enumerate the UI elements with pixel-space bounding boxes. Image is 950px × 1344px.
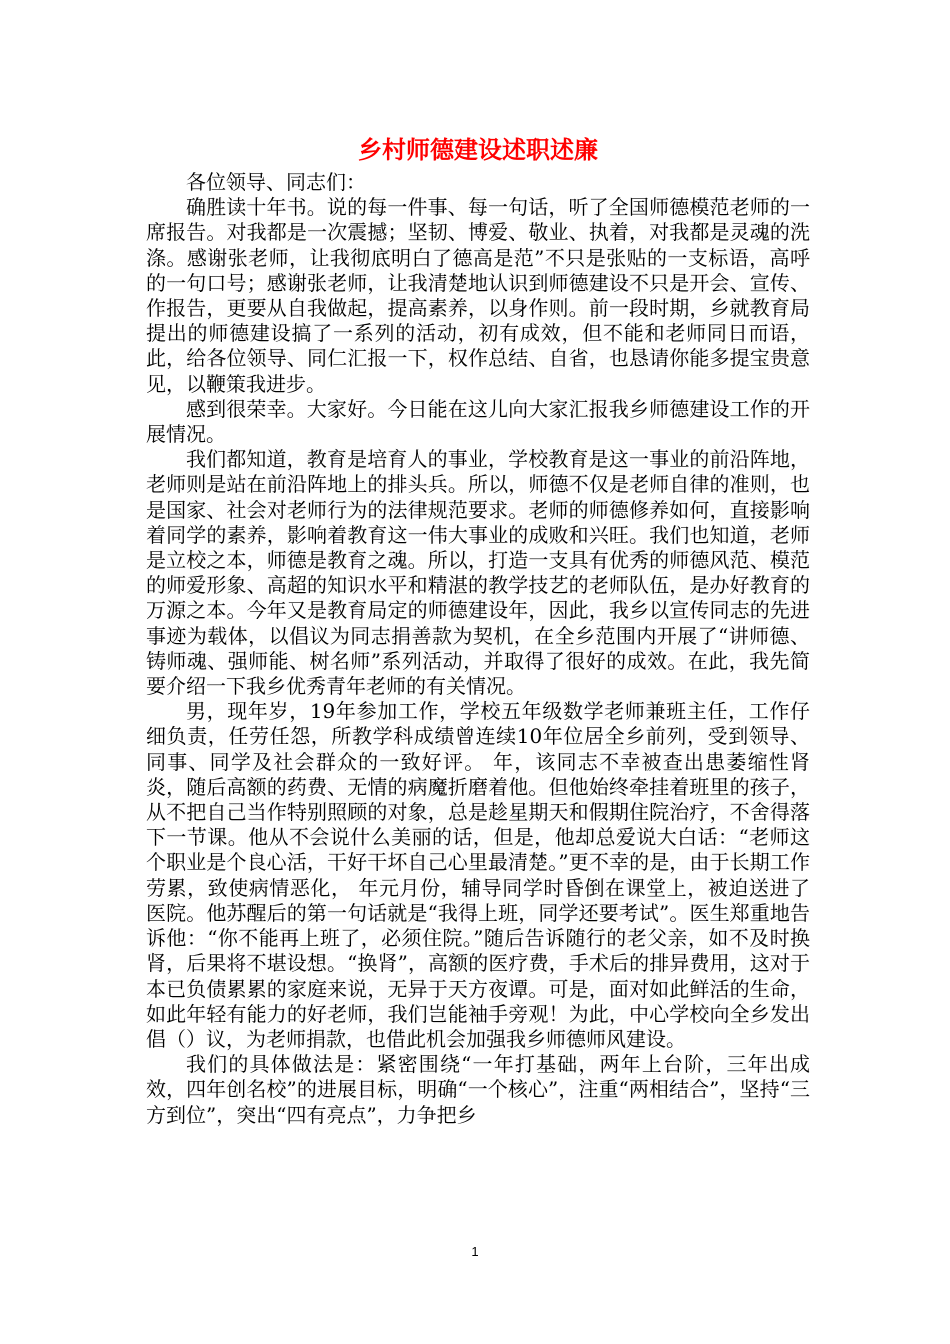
document-title: 乡村师德建设述职述廉 [358,135,598,164]
paragraph-greeting: 各位领导、同志们： [186,170,366,194]
paragraph: 确胜读十年书。说的每一件事、每一句话，听了全国师德模范老师的一席报告。对我都是一次震撼；坚韧、博爱、敬业、执着，对我都是灵魂的洗涤。感谢张老师，让我彻底明白了德高是范”不只是张贴的一支标语，高呼的一句口号；感谢张老师，让我清楚地认识到师德建设不只是开会、宣传、作报告，更要从自我做起，提高素养，以身作则。前一段时期，乡就教育局提出的师德建设搞了一系列的活动，初有成效，但不能和老师同日而语，此，给各位领导、同仁汇报一下，权作总结、自省，也恳请你能多提宝贵意见，以鞭策我进步。 [146,195,810,396]
paragraph: 我们都知道，教育是培育人的事业，学校教育是这一事业的前沿阵地，老师则是站在前沿阵地上的排头兵。所以，师德不仅是老师自律的准则，也是国家、社会对老师行为的法律规范要求。老师的师德修养如何，直接影响着同学的素养，影响着教育这一伟大事业的成败和兴旺。我们也知道，老师是立校之本，师德是教育之魂。所以，打造一支具有优秀的师德风范、模范的师爱形象、高超的知识水平和精湛的教学技艺的老师队伍，是办好教育的万源之本。今年又是教育局定的师德建设年，因此，我乡以宣传同志的先进事迹为载体，以倡议为同志捐善款为契机，在全乡范围内开展了“讲师德、铸师魂、强师能、树名师”系列活动，并取得了很好的成效。在此，我先简要介绍一下我乡优秀青年老师的有关情况。 [146,447,810,699]
paragraph: 我们的具体做法是：紧密围绕“一年打基础，两年上台阶，三年出成效，四年创名校”的进展目标，明确“一个核心”，注重“两相结合”，坚持“三方到位”，突出“四有亮点”，力争把乡 [146,1052,810,1127]
page-number: 1 [471,1244,479,1259]
paragraph: 感到很荣幸。大家好。今日能在这儿向大家汇报我乡师德建设工作的开展情况。 [146,396,810,447]
document-body [146,130,810,1128]
paragraph: 男，现年岁，19年参加工作，学校五年级数学老师兼班主任，工作仔细负责，任劳任怨，所教学科成绩曾连续10年位居全乡前列，受到领导、同事、同学及社会群众的一致好评。 年，该同志不幸被查出患萎缩性肾炎，随后高额的药费、无情的病魔折磨着他。但他始终牵挂着班里的孩子，从不把自己当作特别照顾的对象，总是趁星期天和假期住院治疗，不舍得落下一节课。他从不会说什么美丽的话，但是，他却总爱说大白话：“老师这个职业是个良心活，干好干坏自己心里最清楚。”更不幸的是，由于长期工作劳累，致使病情恶化， 年元月份，辅导同学时昏倒在课堂上，被迫送进了医院。他苏醒后的第一句话就是“我得上班，同学还要考试”。医生郑重地告诉他：“你不能再上班了，必须住院。”随后告诉随行的老父亲，如不及时换肾，后果将不堪设想。“换肾”，高额的医疗费，手术后的排异费用，这对于本已负债累累的家庭来说，无异于天方夜谭。可是，面对如此鲜活的生命，如此年轻有能力的好老师，我们岂能袖手旁观！为此，中心学校向全乡发出倡（）议，为老师捐款，也借此机会加强我乡师德师风建设。 [146,699,810,1051]
